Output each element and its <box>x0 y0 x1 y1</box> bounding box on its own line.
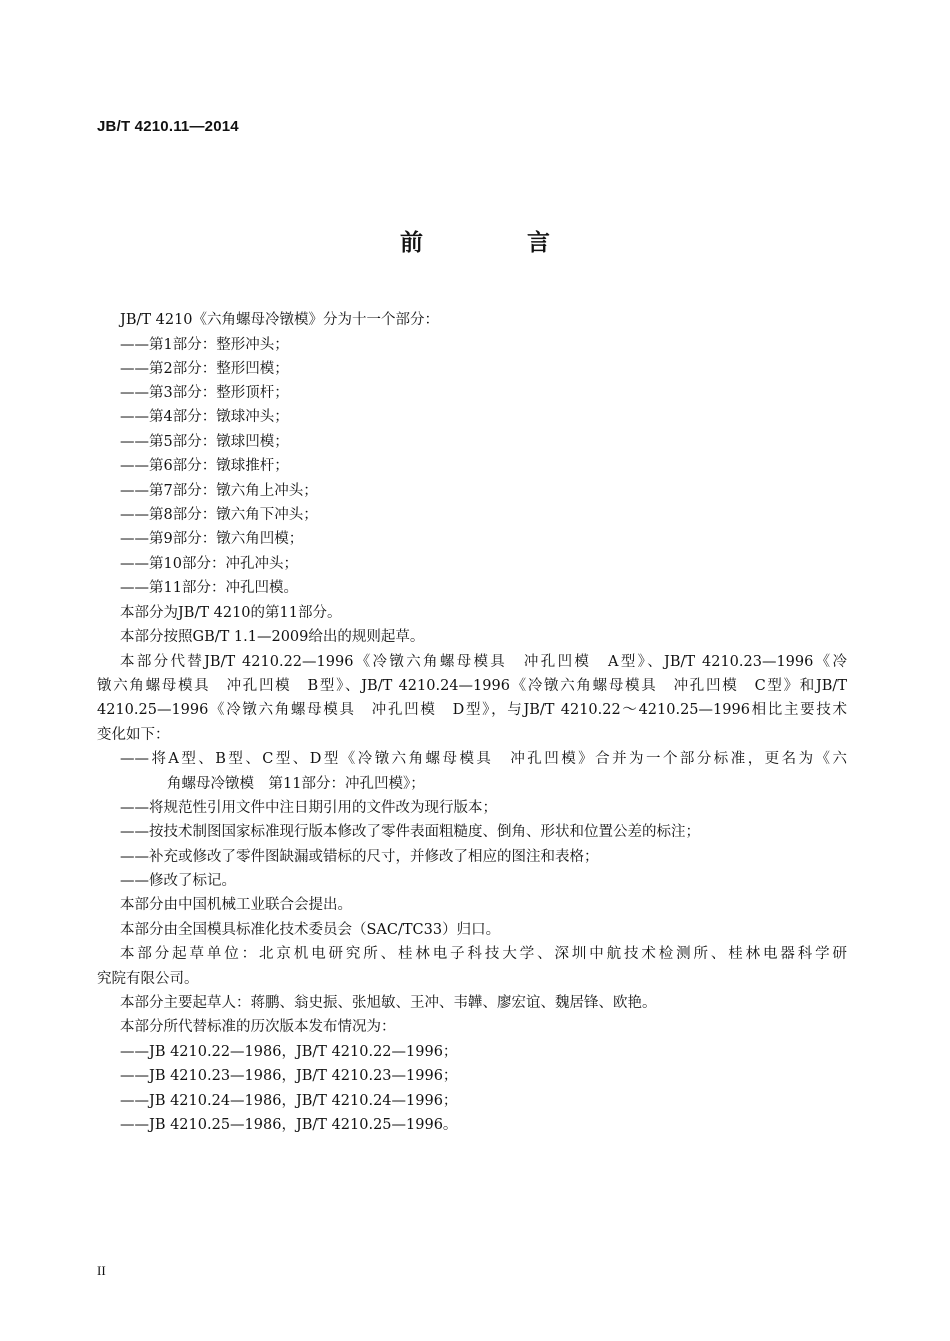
paragraph-line: 本部分代替JB/T 4210.22—1996《冷镦六角螺母模具 冲孔凹模 A型》、JB/T 4210.23—1996《冷 <box>120 654 847 670</box>
list-item: ——第9部分：镦六角凹模； <box>120 531 304 547</box>
list-item: ——第1部分：整形冲头； <box>120 337 289 353</box>
list-item: ——按技术制图国家标准现行版本修改了零件表面粗糙度、倒角、形状和位置公差的标注； <box>120 824 700 840</box>
paragraph-line: 本部分起草单位：北京机电研究所、桂林电子科技大学、深圳中航技术检测所、桂林电器科学研 <box>120 946 847 962</box>
list-item: ——第7部分：镦六角上冲头； <box>120 483 318 499</box>
list-item: ——第10部分：冲孔冲头； <box>120 556 298 572</box>
paragraph-line: 本部分所代替标准的历次版本发布情况为： <box>120 1019 396 1035</box>
list-item: ——将A型、B型、C型、D型《冷镦六角螺母模具 冲孔凹模》合并为一个部分标准，更名为《六 <box>120 751 847 767</box>
list-item: ——第6部分：镦球推杆； <box>120 458 289 474</box>
paragraph-line: 镦六角螺母模具 冲孔凹模 B型》、JB/T 4210.24—1996《冷镦六角螺母模具 冲孔凹模 C型》和JB/T <box>97 678 847 694</box>
page-title: 前 言 <box>399 230 598 256</box>
list-item: ——第4部分：镦球冲头； <box>120 409 289 425</box>
list-item: ——第11部分：冲孔凹模。 <box>120 580 298 596</box>
paragraph-line: 变化如下： <box>97 727 170 743</box>
list-item: ——JB 4210.24—1986，JB/T 4210.24—1996； <box>120 1093 458 1109</box>
list-item: ——第2部分：整形凹模； <box>120 361 289 377</box>
list-item: ——将规范性引用文件中注日期引用的文件改为现行版本； <box>120 800 497 816</box>
paragraph-line: 本部分主要起草人：蒋鹏、翁史振、张旭敏、王冲、韦韡、廖宏谊、魏居锋、欧艳。 <box>120 995 657 1011</box>
list-item: ——JB 4210.23—1986，JB/T 4210.23—1996； <box>120 1068 458 1084</box>
list-item: ——第8部分：镦六角下冲头； <box>120 507 318 523</box>
list-item: ——补充或修改了零件图缺漏或错标的尺寸，并修改了相应的图注和表格； <box>120 849 599 865</box>
standard-number: JB/T 4210.11—2014 <box>97 118 239 135</box>
list-item: ——JB 4210.22—1986，JB/T 4210.22—1996； <box>120 1044 458 1060</box>
list-item: ——第5部分：镦球凹模； <box>120 434 289 450</box>
paragraph-line: 4210.25—1996《冷镦六角螺母模具 冲孔凹模 D型》，与JB/T 4210.22～4210.25—1996相比主要技术 <box>97 702 847 718</box>
paragraph-line: JB/T 4210《六角螺母冷镦模》分为十一个部分： <box>120 312 440 328</box>
list-item: ——第3部分：整形顶杆； <box>120 385 289 401</box>
list-item: ——JB 4210.25—1986，JB/T 4210.25—1996。 <box>120 1117 458 1133</box>
paragraph-line: 本部分为JB/T 4210的第11部分。 <box>120 605 342 621</box>
paragraph-line: 究院有限公司。 <box>97 971 199 987</box>
paragraph-line: 本部分由全国模具标准化技术委员会（SAC/TC33）归口。 <box>120 922 501 938</box>
paragraph-line: 本部分由中国机械工业联合会提出。 <box>120 897 352 913</box>
list-item-continuation: 角螺母冷镦模 第11部分：冲孔凹模》； <box>167 776 425 792</box>
page-number: II <box>97 1263 106 1278</box>
list-item: ——修改了标记。 <box>120 873 236 889</box>
paragraph-line: 本部分按照GB/T 1.1—2009给出的规则起草。 <box>120 629 425 645</box>
